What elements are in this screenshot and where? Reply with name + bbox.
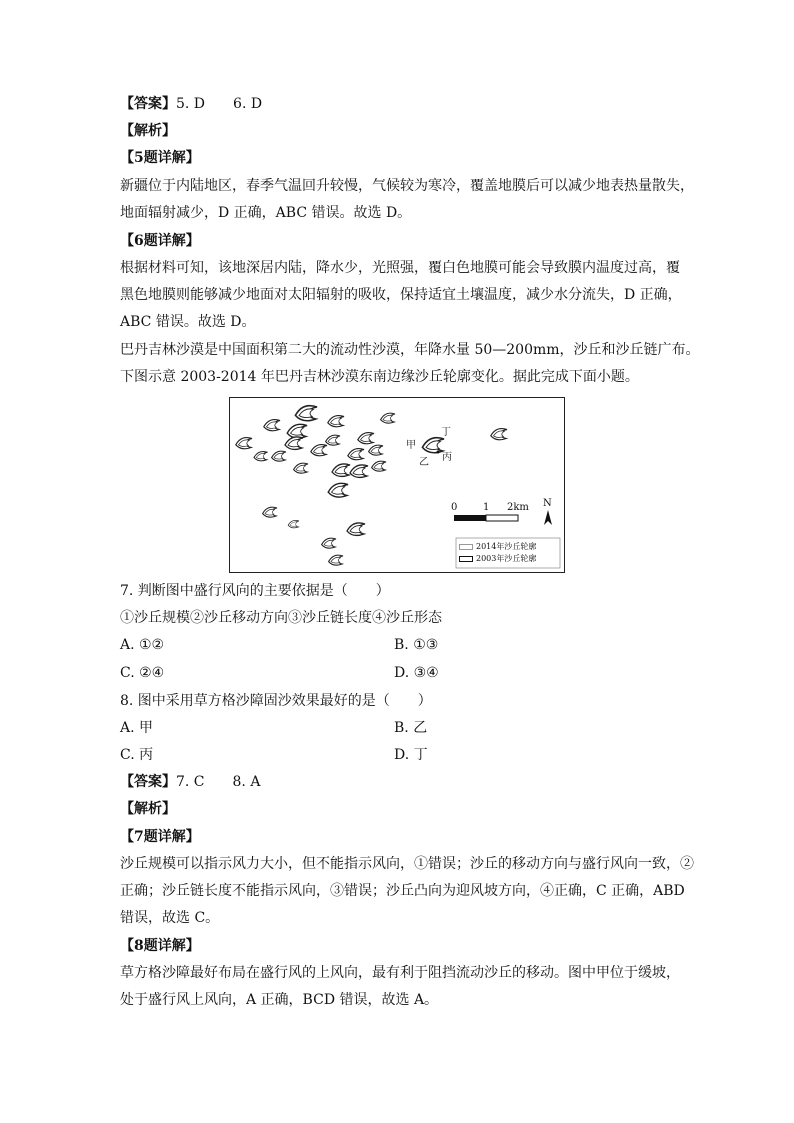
label-jia: 甲 [406,440,416,451]
dune-shape [322,538,336,548]
label-bing: 丙 [442,452,452,463]
dune-shape [350,465,368,478]
q7-option-a: A. ①② [120,637,165,653]
dune-shape [254,451,268,460]
dune-shape [264,420,280,431]
q6-line-1: 根据材料可知，该地深居内陆，降水少，光照强，覆白色地膜可能会导致膜内温度过高，覆 [120,260,680,276]
dune-shape [332,464,350,477]
dune-shape [294,463,308,473]
legend-2014 [459,542,536,552]
q7-option-d: D. ③④ [394,665,439,681]
q5-line-2: 地面辐射减少，D 正确，ABC 错误。故选 D。 [120,205,412,221]
q7-option-b: B. ①③ [394,637,439,653]
legend-swatch-2014 [459,544,473,550]
dune-shape [288,520,299,528]
scale-zero: 0 [451,502,458,513]
north-label: N [543,498,552,509]
dune-shape [285,437,303,450]
dune-map-figure [229,397,565,573]
q5-line-1: 新疆位于内陆地区，春季气温回升较慢，气候较为寒冷，覆盖地膜后可以减少地表热量散失， [120,178,694,194]
q8-option-b: B. 乙 [394,720,428,736]
answer-line-1 [120,93,262,115]
bing-point [437,451,440,454]
dune-shape [329,555,343,565]
q6-line-2: 黑色地膜则能够减少地面对太阳辐射的吸收，保持适宜土壤温度，减少水分流失，D 正确， [120,287,682,303]
answer-text-2: 7. C 8. A [176,774,261,790]
scale-bar [454,515,518,521]
q8-line-2: 处于盛行风上风向，A 正确，BCD 错误，故选 A。 [120,992,439,1008]
dune-shape-jia-yi-bing-ding [422,438,444,453]
q6-detail-label: 【6题详解】 [120,233,200,249]
answer-label-2: 【答案】 [120,774,176,790]
intro-line-1: 巴丹吉林沙漠是中国面积第二大的流动性沙漠，年降水量 50—200mm，沙丘和沙丘链广布。 [120,342,700,358]
legend-swatch-2003 [459,556,473,562]
dune-shape [272,451,286,461]
legend-2014-text: 2014年沙丘轮廓 [476,542,537,551]
dune-shape [295,406,317,421]
legend-2003-text: 2003年沙丘轮廓 [476,554,537,563]
analysis-label-2: 【解析】 [120,801,176,817]
scale-one: 1 [483,502,490,513]
q8-option-d: D. 丁 [394,747,428,763]
answer-line-2 [120,771,260,793]
q8-detail-label: 【8题详解】 [120,938,200,954]
north-arrow-icon [544,510,552,525]
q7-line-1: 沙丘规模可以指示风力大小，但不能指示风向，①错误；沙丘的移动方向与盛行风向一致，② [120,856,694,872]
dune-shape [369,445,383,455]
dune-shape [263,507,277,517]
q7-detail-label: 【7题详解】 [120,829,200,845]
dune-shape [287,424,307,438]
q7-items: ①沙丘规模②沙丘移动方向③沙丘链长度④沙丘形态 [120,610,442,626]
q6-line-3: ABC 错误。故选 D。 [120,314,256,330]
q7-option-c: C. ②④ [120,665,165,681]
dune-shape [326,435,340,445]
q8-option-a: A. 甲 [120,720,154,736]
intro-line-2: 下图示意 2003-2014 年巴丹吉林沙漠东南边缘沙丘轮廓变化。据此完成下面小题。 [120,369,639,385]
dune-shape [311,445,327,456]
q7-line-2: 正确；沙丘链长度不能指示风向，③错误；沙丘凸向为迎风坡方向，④正确，C 正确，ABD [120,883,685,899]
scale-two: 2km [507,502,529,513]
dune-shape [348,449,364,460]
dune-shape [491,429,507,440]
answer-text: 5. D 6. D [176,96,263,112]
dune-shape [328,483,348,497]
analysis-label-1: 【解析】 [120,123,176,139]
dune-shape [372,461,386,471]
q8-line-1: 草方格沙障最好布局在盛行风的上风向，最有利于阻挡流动沙丘的移动。图中甲位于缓坡， [120,965,680,981]
q7-stem: 7. 判断图中盛行风向的主要依据是（ ） [120,583,390,599]
dune-shape [347,523,365,536]
legend-2003 [459,554,536,564]
label-ding: 丁 [441,427,451,438]
label-yi: 乙 [419,457,429,468]
dune-shape [236,438,252,449]
q8-option-c: C. 丙 [120,747,154,763]
dune-shape [328,416,344,427]
dune-shape [381,413,395,423]
dune-shape [358,433,374,444]
q7-line-3: 错误，故选 C。 [120,910,220,926]
q8-stem: 8. 图中采用草方格沙障固沙效果最好的是（ ） [120,693,432,709]
q5-detail-label: 【5题详解】 [120,150,200,166]
answer-label: 【答案】 [120,96,176,112]
